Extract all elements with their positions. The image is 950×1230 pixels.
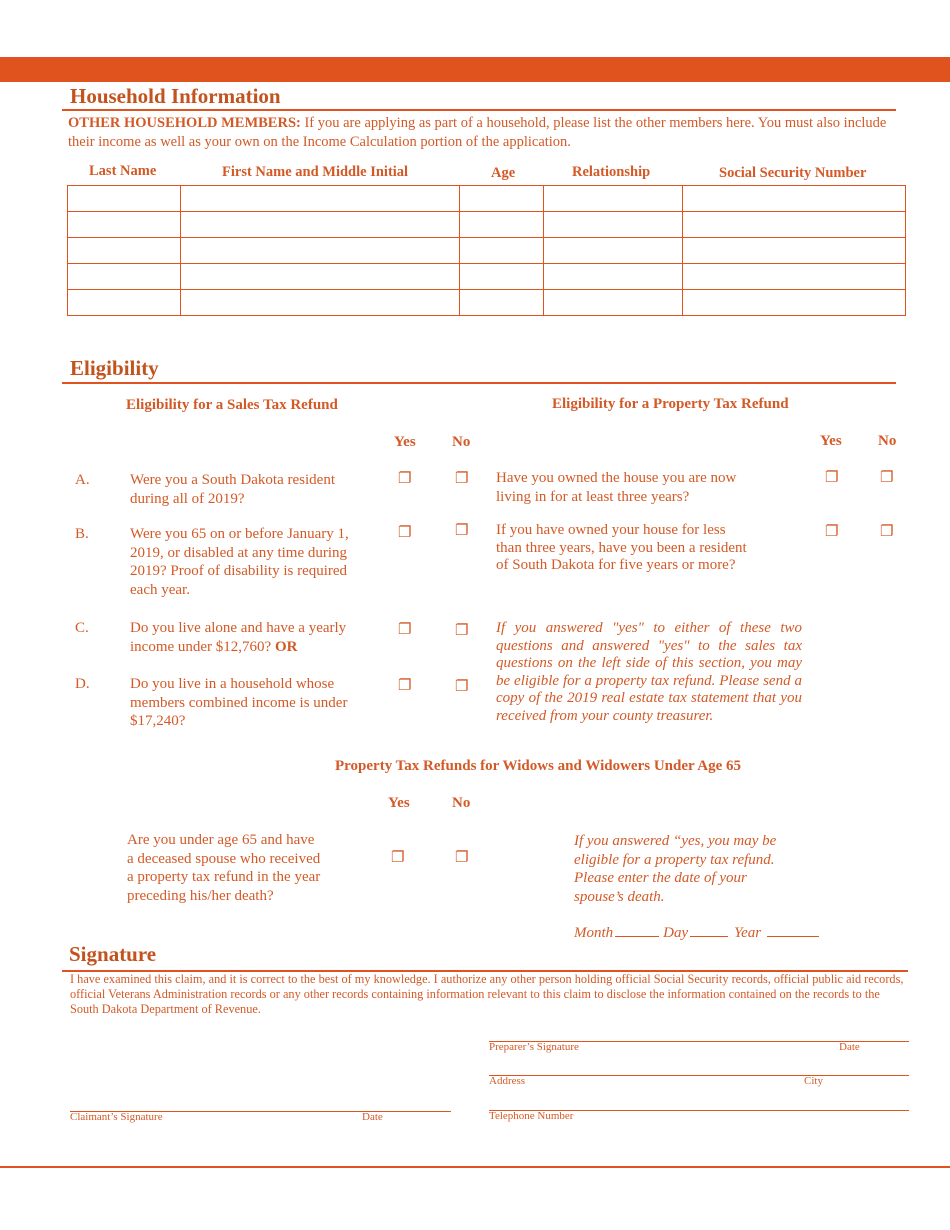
preparer-date-label: Date	[839, 1041, 860, 1053]
property-no-header: No	[878, 433, 897, 449]
last-name-cell[interactable]	[68, 238, 181, 264]
relationship-cell[interactable]	[544, 238, 683, 264]
question-a-no-checkbox[interactable]: ❐	[455, 469, 469, 487]
footer-rule	[0, 1166, 950, 1168]
age-cell[interactable]	[460, 238, 544, 264]
header-band	[0, 57, 950, 82]
relationship-cell[interactable]	[544, 212, 683, 238]
property-q2-no-checkbox[interactable]: ❐	[880, 522, 894, 540]
first-name-cell[interactable]	[181, 290, 460, 316]
question-c-text	[130, 619, 370, 656]
telephone-label: Telephone Number	[489, 1110, 574, 1122]
age-cell[interactable]	[460, 186, 544, 212]
widow-heading: Property Tax Refunds for Widows and Widowers Under Age 65	[335, 758, 742, 774]
question-c-yes-checkbox[interactable]: ❐	[398, 620, 412, 638]
age-cell[interactable]	[460, 290, 544, 316]
ssn-cell[interactable]	[683, 238, 906, 264]
sales-tax-heading: Eligibility for a Sales Tax Refund	[126, 397, 338, 413]
first-name-cell[interactable]	[181, 264, 460, 290]
property-tax-heading: Eligibility for a Property Tax Refund	[552, 396, 789, 412]
signature-title: Signature	[69, 942, 157, 966]
ssn-cell[interactable]	[683, 290, 906, 316]
last-name-cell[interactable]	[68, 290, 181, 316]
relationship-cell[interactable]	[544, 290, 683, 316]
last-name-cell[interactable]	[68, 186, 181, 212]
property-question-2: If you have owned your house for less than three years, have you been a resident of South Dakota for five years or more?	[496, 522, 747, 573]
widow-yes-header: Yes	[388, 795, 410, 811]
age-cell[interactable]	[460, 212, 544, 238]
question-c-or: OR	[274, 638, 298, 655]
question-b-yes-checkbox[interactable]: ❐	[398, 523, 412, 541]
property-note: If you answered "yes" to either of these two questions and answered "yes" to the sales tax questions on the left side of this section, you may be eligible for a property tax refund. Please send a copy of the 2019 real estate tax statement that you received from your county treasurer.	[496, 620, 802, 724]
preparer-signature-label: Preparer’s Signature	[489, 1041, 579, 1053]
widow-question: Are you under age 65 and have a deceased spouse who received a property tax refund in the year preceding his/her death?	[127, 832, 321, 904]
intro-text: If you are applying as part of a household, please list the other members here. You must also include their income as well as your own on the Income Calculation portion of the application.	[68, 115, 887, 150]
col-relationship: Relationship	[572, 164, 651, 180]
household-rule	[62, 109, 896, 111]
sales-no-header: No	[452, 434, 471, 450]
first-name-cell[interactable]	[181, 212, 460, 238]
eligibility-title: Eligibility	[70, 356, 159, 380]
col-ssn: Social Security Number	[719, 165, 867, 181]
question-d-letter: D.	[75, 676, 90, 692]
property-q2-yes-checkbox[interactable]: ❐	[825, 522, 839, 540]
question-d-text: Do you live in a household whose members combined income is under $17,240?	[130, 676, 348, 729]
household-title: Household Information	[70, 84, 281, 108]
widow-no-header: No	[452, 795, 471, 811]
ssn-cell[interactable]	[683, 186, 906, 212]
question-a-yes-checkbox[interactable]: ❐	[398, 469, 412, 487]
year-input[interactable]	[767, 936, 819, 937]
address-label: Address	[489, 1075, 526, 1087]
question-c-letter: C.	[75, 620, 89, 636]
death-date-fields	[574, 925, 819, 943]
month-input[interactable]	[615, 936, 659, 937]
first-name-cell[interactable]	[181, 238, 460, 264]
table-row	[68, 290, 906, 316]
day-input[interactable]	[690, 936, 728, 937]
claimant-date-label: Date	[362, 1111, 383, 1123]
property-q1-no-checkbox[interactable]: ❐	[880, 468, 894, 486]
property-question-1: Have you owned the house you are now living in for at least three years?	[496, 470, 737, 505]
age-cell[interactable]	[460, 264, 544, 290]
first-name-cell[interactable]	[181, 186, 460, 212]
table-row	[68, 264, 906, 290]
col-last-name: Last Name	[89, 163, 157, 179]
address-line[interactable]	[489, 1075, 909, 1076]
last-name-cell[interactable]	[68, 212, 181, 238]
sales-yes-header: Yes	[394, 434, 416, 450]
question-c-body: Do you live alone and have a yearly income under $12,760?	[130, 620, 347, 655]
household-members-table	[67, 185, 906, 316]
city-label: City	[804, 1075, 823, 1087]
table-row	[68, 212, 906, 238]
question-b-no-checkbox[interactable]: ❐	[455, 521, 469, 539]
question-d-no-checkbox[interactable]: ❐	[455, 677, 469, 695]
last-name-cell[interactable]	[68, 264, 181, 290]
question-a-letter: A.	[75, 472, 90, 488]
col-age: Age	[491, 165, 516, 181]
day-label: Day	[663, 925, 689, 941]
table-row	[68, 186, 906, 212]
table-row	[68, 238, 906, 264]
question-b-letter: B.	[75, 526, 89, 542]
year-label: Year	[734, 925, 762, 941]
question-c-no-checkbox[interactable]: ❐	[455, 621, 469, 639]
property-q1-yes-checkbox[interactable]: ❐	[825, 468, 839, 486]
widow-no-checkbox[interactable]: ❐	[455, 848, 469, 866]
claimant-signature-label: Claimant’s Signature	[70, 1111, 163, 1123]
ssn-cell[interactable]	[683, 212, 906, 238]
household-intro	[68, 114, 898, 152]
relationship-cell[interactable]	[544, 186, 683, 212]
col-first-name: First Name and Middle Initial	[222, 164, 409, 180]
question-a-text: Were you a South Dakota resident during all of 2019?	[130, 472, 335, 507]
relationship-cell[interactable]	[544, 264, 683, 290]
widow-yes-checkbox[interactable]: ❐	[391, 848, 405, 866]
ssn-cell[interactable]	[683, 264, 906, 290]
eligibility-rule	[62, 382, 896, 384]
signature-statement: I have examined this claim, and it is correct to the best of my knowledge. I authorize any other person holding official Social Security records, official public aid records, official Veterans Administration records or any other records containing information relevant to this claim to disclose the information contained on the records to the South Dakota Department of Revenue.	[70, 972, 904, 1016]
intro-bold: OTHER HOUSEHOLD MEMBERS:	[68, 115, 301, 131]
property-yes-header: Yes	[820, 433, 842, 449]
month-label: Month	[574, 925, 614, 941]
widow-note: If you answered “yes, you may be eligible for a property tax refund. Please enter the date of your spouse’s death.	[574, 833, 777, 905]
question-b-text: Were you 65 on or before January 1, 2019, or disabled at any time during 2019? Proof of disability is required each year.	[130, 526, 349, 598]
question-d-yes-checkbox[interactable]: ❐	[398, 676, 412, 694]
